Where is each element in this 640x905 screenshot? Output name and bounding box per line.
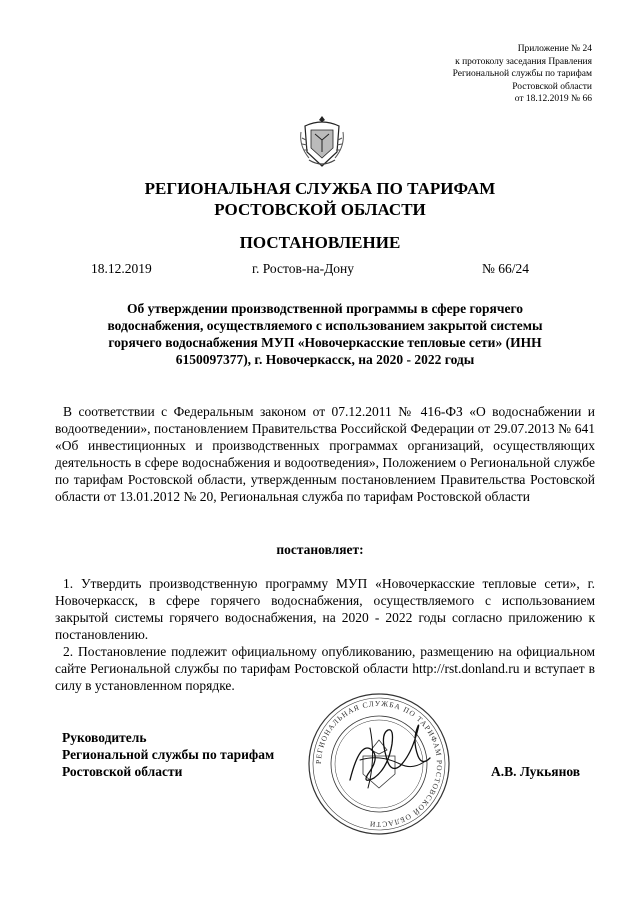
signer-position-line: Ростовской области xyxy=(62,764,183,779)
appendix-line: к протоколу заседания Правления xyxy=(455,56,592,67)
title-line: 6150097377), г. Новочеркасск, на 2020 - 2022 годы xyxy=(175,352,475,367)
signer-position-line: Руководитель xyxy=(62,730,147,745)
handwritten-signature-icon xyxy=(330,700,440,810)
decree-item-1: 1. Утвердить производственную программу МУП «Новочеркасские тепловые сети», г. Новочеркасск, в сфере горячего водоснабжения, осуществляемого с использованием закрытой системы горячего водоснабжения, на 2020 - 2022 годы согласно приложению к постановлению. xyxy=(55,576,595,642)
document-type: ПОСТАНОВЛЕНИЕ xyxy=(239,233,401,252)
appendix-note xyxy=(372,43,592,106)
seal-text: РЕГИОНАЛЬНАЯ СЛУЖБА ПО ТАРИФАМ РОСТОВСКОЙ ОБЛАСТИ xyxy=(313,698,445,830)
agency-name-line2: РОСТОВСКОЙ ОБЛАСТИ xyxy=(214,200,426,219)
decree-word: постановляет: xyxy=(276,542,364,557)
agency-name-line1: РЕГИОНАЛЬНАЯ СЛУЖБА ПО ТАРИФАМ xyxy=(144,179,496,198)
appendix-line: Приложение № 24 xyxy=(517,44,592,54)
document-city: г. Ростов-на-Дону xyxy=(252,261,355,276)
title-line: водоснабжения, осуществляемого с использованием закрытой системы xyxy=(107,318,543,333)
title-line: горячего водоснабжения МУП «Новочеркасские тепловые сети» (ИНН xyxy=(108,335,542,350)
document-date: 18.12.2019 xyxy=(91,261,152,276)
signer-position xyxy=(62,729,274,780)
appendix-line: от 18.12.2019 № 66 xyxy=(514,94,592,104)
appendix-line: Ростовской области xyxy=(512,81,592,92)
title-line: Об утверждении производственной программы в сфере горячего xyxy=(126,301,524,316)
rostov-coat-of-arms-icon xyxy=(299,112,345,170)
signer-name: А.В. Лукьянов xyxy=(491,764,581,779)
document-title xyxy=(84,300,566,368)
signer-position-line: Региональной службы по тарифам xyxy=(62,747,275,762)
appendix-line: Региональной службы по тарифам xyxy=(452,69,592,79)
preamble-paragraph: В соответствии с Федеральным законом от 07.12.2011 № 416-ФЗ «О водоснабжении и водоотведении», постановлением Правительства Российской Федерации от 29.07.2013 № 641 «Об инвестиционных и производственных программах организаций, осуществляющих деятельность в сфере водоснабжения и водоотведения», Положением о Региональной службе по тарифам Ростовской области, утвержденным постановлением Правительства Ростовской области от 13.01.2012 № 20, Региональная служба по тарифам Ростовской области xyxy=(55,404,595,504)
decree-item-2: 2. Постановление подлежит официальному опубликованию, размещению на официальном сайте Региональной службы по тарифам Ростовской области http://rst.donland.ru и вступает в силу в установленном порядке. xyxy=(55,644,595,693)
document-number: № 66/24 xyxy=(482,261,530,276)
